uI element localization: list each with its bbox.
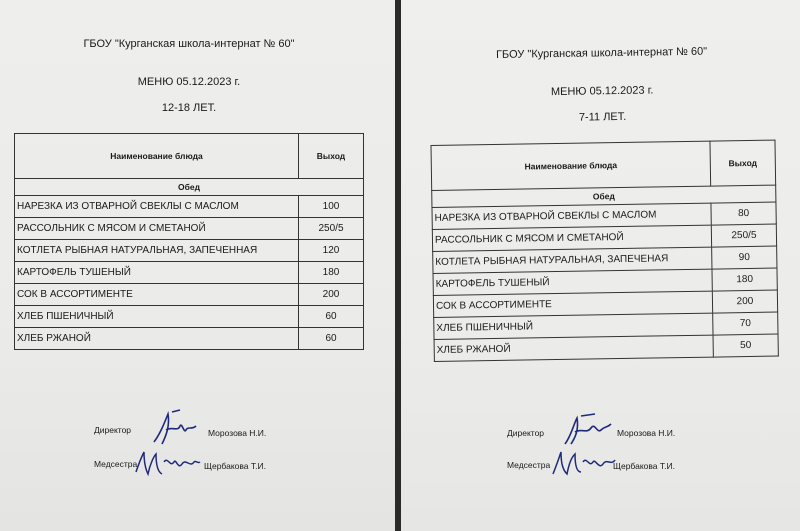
menu-sheet-senior [0, 0, 395, 531]
director-name: Морозова Н.И. [208, 428, 267, 438]
column-header-yield: Выход [299, 134, 364, 179]
section-label: Обед [432, 185, 776, 207]
school-name: ГБОУ "Курганская школа-интернат № 60" [495, 45, 708, 61]
menu-sheet-junior [401, 0, 800, 531]
nurse-signature [551, 446, 617, 480]
dish-yield: 180 [299, 262, 364, 284]
director-label: Директор [507, 428, 545, 438]
menu-date: МЕНЮ 05.12.2023 г. [550, 84, 654, 99]
dish-name: КАРТОФЕЛЬ ТУШЕНЫЙ [15, 262, 299, 284]
table-row [15, 218, 364, 240]
dish-yield: 120 [299, 240, 364, 262]
menu-table [430, 140, 778, 362]
dish-yield: 250/5 [299, 218, 364, 240]
table-row [15, 306, 364, 328]
dish-name: ХЛЕБ ПШЕНИЧНЫЙ [434, 313, 713, 339]
table-row [15, 196, 364, 218]
dish-name: РАССОЛЬНИК С МЯСОМ И СМЕТАНОЙ [432, 225, 711, 251]
nurse-label: Медсестра [507, 460, 551, 470]
table-row [15, 284, 364, 306]
table-row [15, 328, 364, 350]
dish-yield: 250/5 [711, 224, 776, 247]
dish-name: КОТЛЕТА РЫБНАЯ НАТУРАЛЬНАЯ, ЗАПЕЧЕНАЯ [433, 247, 712, 273]
dish-yield: 200 [712, 290, 777, 313]
dish-yield: 70 [713, 312, 778, 335]
table-header-row [15, 134, 364, 179]
nurse-name: Щербакова Т.И. [204, 461, 266, 471]
director-label: Директор [94, 425, 132, 435]
dish-yield: 60 [299, 328, 364, 350]
dish-name: СОК В АССОРТИМЕНТЕ [433, 291, 712, 317]
dish-name: ХЛЕБ РЖАНОЙ [434, 335, 713, 361]
nurse-label: Медсестра [94, 459, 138, 469]
table-header-row [431, 140, 776, 190]
menu-table [14, 133, 364, 350]
sheet-content [429, 45, 779, 362]
table-row [15, 262, 364, 284]
nurse-signature [134, 446, 202, 480]
dish-name: ХЛЕБ ПШЕНИЧНЫЙ [15, 306, 299, 328]
director-signature [561, 410, 613, 450]
dish-yield: 60 [299, 306, 364, 328]
dish-name: КАРТОФЕЛЬ ТУШЕНЫЙ [433, 269, 712, 295]
director-signature [150, 404, 198, 450]
column-header-dish: Наименование блюда [15, 134, 299, 179]
dish-name: СОК В АССОРТИМЕНТЕ [15, 284, 299, 306]
table-row [434, 334, 778, 361]
age-group: 12-18 ЛЕТ. [161, 102, 217, 114]
section-label: Обед [15, 179, 364, 196]
age-group: 7-11 ЛЕТ. [578, 110, 627, 124]
school-name: ГБОУ "Курганская школа-интернат № 60" [83, 38, 295, 50]
dish-yield: 200 [299, 284, 364, 306]
dish-yield: 80 [711, 202, 776, 225]
nurse-name: Щербакова Т.И. [613, 461, 675, 471]
dish-name: ХЛЕБ РЖАНОЙ [15, 328, 299, 350]
dish-name: РАССОЛЬНИК С МЯСОМ И СМЕТАНОЙ [15, 218, 299, 240]
dish-yield: 100 [299, 196, 364, 218]
dish-yield: 50 [713, 334, 778, 357]
dish-yield: 180 [712, 268, 777, 291]
director-name: Морозова Н.И. [617, 428, 676, 438]
table-row [15, 240, 364, 262]
column-header-dish: Наименование блюда [431, 141, 711, 190]
sheet-content [14, 38, 364, 350]
dish-name: НАРЕЗКА ИЗ ОТВАРНОЙ СВЕКЛЫ С МАСЛОМ [15, 196, 299, 218]
dish-name: НАРЕЗКА ИЗ ОТВАРНОЙ СВЕКЛЫ С МАСЛОМ [432, 203, 711, 229]
menu-date: МЕНЮ 05.12.2023 г. [137, 76, 241, 88]
section-row [15, 179, 364, 196]
dish-yield: 90 [712, 246, 777, 269]
dish-name: КОТЛЕТА РЫБНАЯ НАТУРАЛЬНАЯ, ЗАПЕЧЕННАЯ [15, 240, 299, 262]
column-header-yield: Выход [710, 140, 776, 186]
